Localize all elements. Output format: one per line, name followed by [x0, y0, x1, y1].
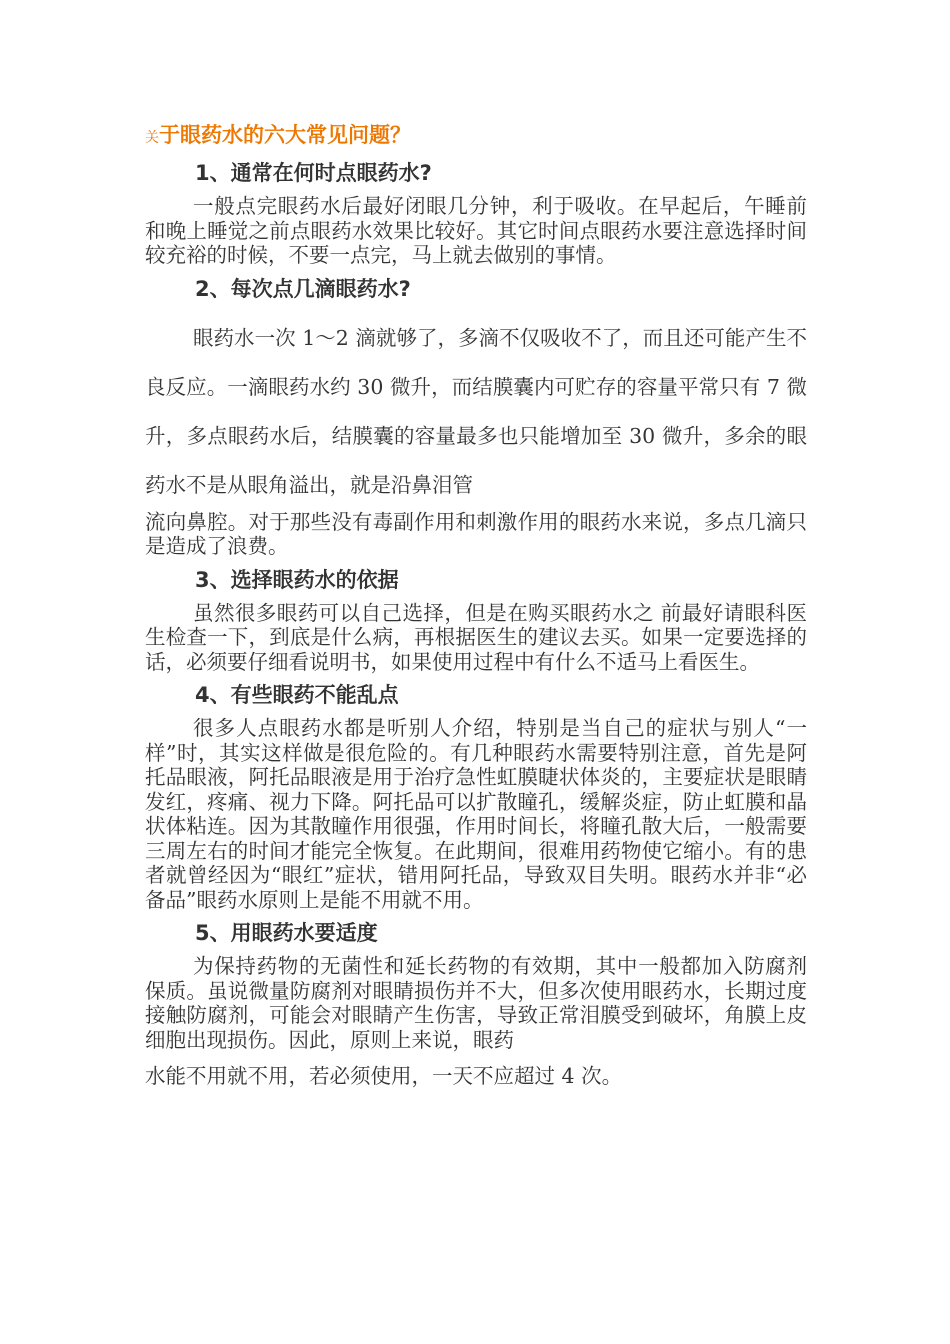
- section-5-paragraph-end: 水能不用就不用，若必须使用，一天不应超过 4 次。: [145, 1064, 623, 1088]
- title-first-char: 关: [145, 130, 159, 146]
- section-1-paragraph: 一般点完眼药水后最好闭眼几分钟，利于吸收。在早起后，午睡前和晚上睡觉之前点眼药水效果比较好。其它时间点眼药水要注意选择时间较充裕的时候，不要一点完，马上就去做别的事情。: [145, 194, 807, 267]
- title-text: 于眼药水的六大常见问题？: [159, 123, 411, 147]
- section-2-paragraph-loose: 眼药水一次 1～2 滴就够了，多滴不仅吸收不了，而且还可能产生不良反应。一滴眼药水约 30 微升，而结膜囊内可贮存的容量平常只有 7 微升，多点眼药水后，结膜囊的容量最多也只能增加至 30 微升，多余的眼药水不是从眼角溢出，就是沿鼻泪管: [145, 325, 807, 497]
- section-3-paragraph: 虽然很多眼药可以自己选择，但是在购买眼药水之 前最好请眼科医生检查一下，到底是什么病，再根据医生的建议去买。如果一定要选择的话，必须要仔细看说明书，如果使用过程中有什么不适马上看医生。: [145, 600, 807, 674]
- document-title: [145, 118, 807, 152]
- section-2-paragraph-tight: 流向鼻腔。对于那些没有毒副作用和刺激作用的眼药水来说，多点几滴只是造成了浪费。: [145, 509, 807, 558]
- section-1-heading: 1、通常在何时点眼药水?: [195, 161, 432, 185]
- section-4-paragraph: 很多人点眼药水都是听别人介绍，特别是当自己的症状与别人“一样”时，其实这样做是很危险的。有几种眼药水需要特别注意，首先是阿托品眼液，阿托品眼液是用于治疗急性虹膜睫状体炎的，主要症状是眼睛发红，疼痛、视力下降。阿托品可以扩散瞳孔，缓解炎症，防止虹膜和晶状体粘连。因为其散瞳作用很强，作用时间长，将瞳孔散大后，一般需要三周左右的时间才能完全恢复。在此期间，很难用药物使它缩小。有的患者就曾经因为“眼红”症状，错用阿托品，导致双目失明。眼药水并非“必备品”眼药水原则上是能不用就不用。: [145, 716, 807, 912]
- section-2-heading: 2、每次点几滴眼药水?: [195, 276, 411, 301]
- section-5-heading: 5、用眼药水要适度: [195, 921, 378, 945]
- section-4-heading: 4、有些眼药不能乱点: [195, 683, 399, 707]
- section-3-heading: 3、选择眼药水的依据: [195, 567, 399, 592]
- document-page: [145, 118, 807, 1089]
- section-5-paragraph: 为保持药物的无菌性和延长药物的有效期，其中一般都加入防腐剂保质。虽说微量防腐剂对眼睛损伤并不大，但多次使用眼药水，长期过度接触防腐剂，可能会对眼睛产生伤害，导致正常泪膜受到破坏，角膜上皮细胞出现损伤。因此，原则上来说，眼药: [145, 954, 807, 1052]
